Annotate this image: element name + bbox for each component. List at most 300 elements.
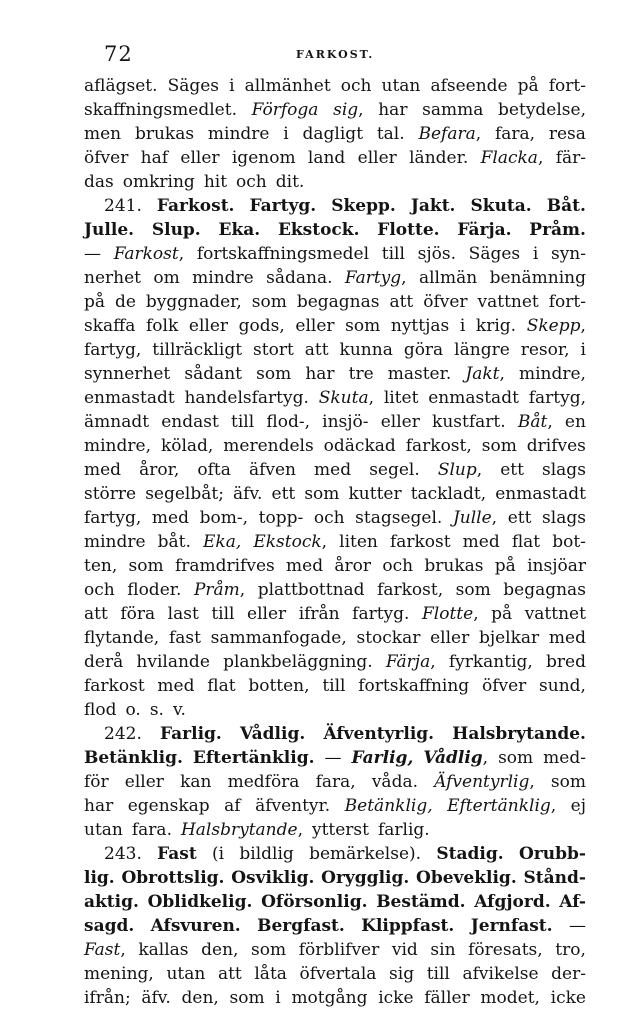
word: flod-,	[266, 412, 310, 432]
word: Farlig,	[351, 748, 414, 768]
word: segelbåt;	[145, 484, 224, 504]
word: den,	[181, 988, 219, 1008]
text-line	[84, 170, 586, 194]
word: Jakt.	[410, 196, 456, 216]
word: enmastadt	[495, 484, 586, 504]
word: Flacka,	[480, 148, 544, 168]
word: synnerhet	[84, 364, 171, 384]
word: syn-	[550, 244, 586, 264]
word: äfven	[248, 460, 296, 480]
word: med	[548, 628, 586, 648]
word: Jernfast.	[470, 916, 553, 936]
word: fartyg,	[84, 340, 142, 360]
word: litet	[383, 388, 419, 408]
word: merendels	[223, 436, 314, 456]
word: brukas	[134, 124, 195, 144]
word: icke	[550, 988, 586, 1008]
word: (i	[212, 844, 225, 864]
text-line	[84, 98, 586, 122]
word: till	[426, 964, 450, 984]
word: fort-	[548, 76, 586, 96]
word: fort-	[548, 292, 586, 312]
word: i	[459, 316, 466, 336]
word: Bergfast.	[257, 916, 345, 936]
word: ett	[271, 484, 296, 504]
word: större	[84, 484, 137, 504]
word: topp-	[258, 508, 304, 528]
word: utan	[166, 964, 206, 984]
word: fartyg,	[84, 508, 142, 528]
word: fara,	[315, 772, 356, 792]
word: igenom	[231, 148, 296, 168]
word: sund,	[539, 676, 586, 696]
word: tro,	[555, 940, 586, 960]
text-line	[84, 194, 586, 218]
word: ej	[570, 796, 586, 816]
word: med	[462, 532, 500, 552]
word: framdrifves	[174, 556, 275, 576]
word: i	[532, 244, 539, 264]
word: mindre,	[84, 436, 151, 456]
word: liten	[339, 532, 378, 552]
word: 242.	[104, 724, 142, 744]
page-header	[84, 42, 584, 66]
word: Flotte.	[377, 220, 440, 240]
word: samma	[422, 100, 484, 120]
word: Säges	[167, 76, 220, 96]
word: på	[491, 604, 513, 624]
text-line	[84, 122, 586, 146]
word: eller	[180, 148, 220, 168]
word: Befara,	[418, 124, 482, 144]
text-line	[84, 530, 586, 554]
word: bjelkar	[478, 628, 540, 648]
word: med	[314, 460, 352, 480]
word: och	[236, 172, 267, 192]
word: i	[283, 124, 289, 144]
word: Obeveklig.	[416, 868, 517, 888]
word: Halsbrytande.	[452, 724, 586, 744]
word: Eka.	[218, 220, 261, 240]
text-line	[84, 722, 586, 746]
word: Farkost.	[156, 196, 235, 216]
word: Säges	[468, 244, 521, 264]
word: bom-,	[199, 508, 248, 528]
word: äfventyr.	[255, 796, 331, 816]
word: land	[307, 148, 346, 168]
word: o.	[125, 700, 141, 720]
word: ofta	[197, 460, 231, 480]
word: som	[455, 580, 491, 600]
text-line	[84, 386, 586, 410]
word: Ekstock.	[277, 220, 360, 240]
word: begagnas	[296, 292, 380, 312]
word: som	[251, 292, 287, 312]
page-number: 72	[104, 42, 133, 66]
word: att	[84, 604, 108, 624]
word: byggnader,	[145, 292, 242, 312]
word: Fartyg.	[249, 196, 317, 216]
word: Julle,	[452, 508, 498, 528]
word: modet,	[480, 988, 540, 1008]
word: plankbeläggning.	[223, 652, 373, 672]
word: äfv.	[233, 484, 263, 504]
text-line	[84, 938, 586, 962]
word: fäller	[424, 988, 470, 1008]
word: Pråm,	[193, 580, 246, 600]
word: eller	[380, 412, 420, 432]
word: den,	[201, 940, 239, 960]
word: sin	[430, 940, 456, 960]
word: ämnadt	[84, 412, 150, 432]
word: floder.	[127, 580, 182, 600]
word: kutter	[348, 484, 402, 504]
word: farkost	[84, 676, 145, 696]
body-text	[84, 74, 586, 1010]
word: föra	[120, 604, 156, 624]
text-line	[84, 674, 586, 698]
word: med	[151, 508, 189, 528]
word: med-	[543, 748, 586, 768]
word: botten,	[248, 676, 310, 696]
word: sig,	[333, 100, 364, 120]
word: som	[550, 772, 586, 792]
word: ett	[507, 508, 532, 528]
word: hit	[203, 172, 228, 192]
word: utan	[84, 820, 123, 840]
word: Vådlig,	[423, 748, 489, 768]
word: flat	[511, 532, 541, 552]
word: eller	[357, 148, 397, 168]
word: nerhet	[84, 268, 141, 288]
word: last	[167, 604, 199, 624]
word: Klippfast.	[361, 916, 455, 936]
word: de	[114, 292, 136, 312]
word: Betänklig.	[84, 748, 183, 768]
word: som	[304, 484, 340, 504]
word: på	[517, 76, 539, 96]
word: omkring	[122, 172, 195, 192]
word: att	[217, 964, 242, 984]
word: afseende	[430, 76, 508, 96]
word: tal.	[376, 124, 405, 144]
text-line	[84, 866, 586, 890]
word: Bestämd.	[376, 892, 466, 912]
text-line	[84, 602, 586, 626]
word: äfv.	[141, 988, 171, 1008]
word: som	[345, 316, 381, 336]
word: eller	[124, 772, 164, 792]
word: Fartyg,	[344, 268, 407, 288]
word: betydelse,	[498, 100, 586, 120]
word: för	[84, 772, 109, 792]
word: bemärkelse).	[309, 844, 422, 864]
text-line	[84, 338, 586, 362]
word: farlig.	[377, 820, 430, 840]
word: kan	[180, 772, 212, 792]
text-line	[84, 890, 586, 914]
word: en	[564, 412, 586, 432]
word: öfver	[84, 148, 129, 168]
word: Vådlig.	[240, 724, 306, 744]
word: kunna	[339, 340, 393, 360]
word: Slup.	[151, 220, 201, 240]
word: till	[231, 412, 255, 432]
word: fartyg.	[352, 604, 410, 624]
text-line	[84, 290, 586, 314]
word: och	[313, 508, 345, 528]
word: farkost,	[405, 436, 472, 456]
word: till	[211, 604, 235, 624]
word: flytande,	[84, 628, 160, 648]
word: motgång	[291, 988, 368, 1008]
text-line	[84, 482, 586, 506]
word: och	[382, 556, 414, 576]
word: aktig.	[84, 892, 139, 912]
word: derå	[84, 652, 124, 672]
word: till	[322, 676, 346, 696]
word: men	[84, 124, 122, 144]
text-line	[84, 74, 586, 98]
word: slags	[542, 508, 586, 528]
word: Skuta.	[470, 196, 532, 216]
word: ytterst	[311, 820, 369, 840]
word: ifrån;	[84, 988, 131, 1008]
word: Fast,	[84, 940, 126, 960]
word: v.	[172, 700, 186, 720]
text-line	[84, 410, 586, 434]
text-line	[84, 266, 586, 290]
word: lig.	[84, 868, 115, 888]
text-line	[84, 746, 586, 770]
word: öfvertala	[299, 964, 377, 984]
word: tackladt,	[410, 484, 487, 504]
word: Orubb-	[518, 844, 586, 864]
text-line	[84, 842, 586, 866]
word: stockar	[356, 628, 421, 648]
text-line	[84, 578, 586, 602]
text-line	[84, 554, 586, 578]
word: öfver	[423, 292, 468, 312]
word: flod	[84, 700, 117, 720]
word: bildlig	[239, 844, 294, 864]
word: Farlig.	[160, 724, 222, 744]
word: som	[128, 556, 164, 576]
word: allmänhet	[244, 76, 331, 96]
word: eller	[247, 604, 287, 624]
word: vattnet	[524, 604, 586, 624]
word: eller	[430, 628, 470, 648]
word: mening,	[84, 964, 154, 984]
word: enmastadt	[84, 388, 175, 408]
word: har	[305, 364, 335, 384]
word: bot-	[552, 532, 586, 552]
word: egenskap	[127, 796, 210, 816]
word: brukas	[424, 556, 484, 576]
word: sammanfogade,	[210, 628, 347, 648]
text-line	[84, 146, 586, 170]
word: som	[256, 364, 292, 384]
word: sådana.	[266, 268, 333, 288]
word: das	[84, 172, 114, 192]
word: —	[84, 244, 101, 264]
word: hvilande	[136, 652, 210, 672]
word: på	[494, 556, 516, 576]
text-line	[84, 434, 586, 458]
word: som	[251, 940, 287, 960]
word: afvikelse	[462, 964, 539, 984]
word: stagsegel.	[355, 508, 443, 528]
word: göra	[403, 340, 444, 360]
word: medföra	[227, 772, 300, 792]
text-line	[84, 218, 586, 242]
word: vid	[391, 940, 418, 960]
word: i	[229, 76, 235, 96]
text-line	[84, 242, 586, 266]
word: fara.	[131, 820, 172, 840]
word: Förfoga	[251, 100, 319, 120]
word: dit.	[275, 172, 305, 192]
word: handelsfartyg.	[184, 388, 309, 408]
word: länder.	[409, 148, 469, 168]
word: öfver	[481, 676, 527, 696]
word: Slup,	[437, 460, 483, 480]
word: Farkost,	[113, 244, 185, 264]
word: Eftertänklig.	[192, 748, 315, 768]
word: ett	[500, 460, 524, 480]
word: sådant	[184, 364, 243, 384]
word: våda.	[371, 772, 418, 792]
word: Afsvuren.	[150, 916, 241, 936]
word: skaffningsmedlet.	[84, 100, 237, 120]
word: tre	[348, 364, 374, 384]
word: Oförsonlig.	[261, 892, 368, 912]
word: Flotte,	[421, 604, 479, 624]
word: slags	[542, 460, 586, 480]
word: har	[84, 796, 114, 816]
word: Äfventyrlig.	[323, 724, 435, 744]
word: af	[224, 796, 241, 816]
word: mindre	[192, 268, 254, 288]
word: och	[340, 76, 372, 96]
word: allmän	[418, 268, 478, 288]
text-line	[84, 962, 586, 986]
word: Orygglig.	[321, 868, 410, 888]
word: mindre	[84, 532, 146, 552]
word: fyrkantig,	[448, 652, 533, 672]
word: Eftertänklig,	[447, 796, 557, 816]
word: med	[286, 556, 324, 576]
word: —	[568, 916, 586, 936]
word: längre	[454, 340, 510, 360]
word: fär-	[555, 148, 586, 168]
word: i	[580, 340, 586, 360]
word: benämning	[489, 268, 586, 288]
word: fara,	[494, 124, 536, 144]
word: Jakt,	[465, 364, 505, 384]
word: Färja,	[385, 652, 436, 672]
word: aflägset.	[84, 76, 158, 96]
text-line	[84, 314, 586, 338]
text-line	[84, 794, 586, 818]
word: Osviklig.	[231, 868, 315, 888]
word: master.	[387, 364, 452, 384]
word: insjöar	[527, 556, 586, 576]
word: Afgjord.	[474, 892, 551, 912]
word: odäckad	[323, 436, 396, 456]
word: enmastadt	[428, 388, 519, 408]
text-line	[84, 362, 586, 386]
word: har	[378, 100, 408, 120]
word: segel.	[369, 460, 420, 480]
word: —	[324, 748, 342, 768]
word: farkost	[389, 532, 451, 552]
text-line	[84, 770, 586, 794]
word: sig	[389, 964, 415, 984]
word: låta	[254, 964, 287, 984]
word: utan	[381, 76, 421, 96]
word: Båt.	[546, 196, 586, 216]
word: med	[84, 460, 122, 480]
word: kustfart.	[432, 412, 506, 432]
word: ten,	[84, 556, 118, 576]
text-line	[84, 914, 586, 938]
word: krig.	[475, 316, 517, 336]
word: haf	[140, 148, 169, 168]
word: kölad,	[160, 436, 214, 456]
word: resor,	[520, 340, 570, 360]
word: Färja.	[457, 220, 512, 240]
word: 241.	[104, 196, 142, 216]
word: förblifver	[298, 940, 380, 960]
word: vattnet	[477, 292, 539, 312]
word: Skepp,	[526, 316, 586, 336]
word: Julle.	[84, 220, 135, 240]
word: stort	[253, 340, 294, 360]
word: 243.	[104, 844, 142, 864]
word: kallas	[138, 940, 189, 960]
word: Skuta,	[318, 388, 374, 408]
word: föresats,	[468, 940, 543, 960]
word: sjös.	[417, 244, 456, 264]
word: insjö-	[322, 412, 369, 432]
word: Oblidkelig.	[147, 892, 253, 912]
word: Stadig.	[436, 844, 504, 864]
word: s.	[149, 700, 164, 720]
word: Af-	[559, 892, 586, 912]
word: bred	[546, 652, 586, 672]
word: drifves	[526, 436, 586, 456]
word: mindre	[207, 124, 270, 144]
word: som	[498, 748, 534, 768]
word: flat	[207, 676, 236, 696]
word: som	[229, 988, 265, 1008]
word: som	[481, 436, 517, 456]
word: icke	[378, 988, 414, 1008]
word: eller	[188, 316, 229, 336]
word: ifrån	[298, 604, 340, 624]
word: endast	[161, 412, 219, 432]
word: Betänklig,	[344, 796, 433, 816]
word: fortskaffningsmedel	[196, 244, 370, 264]
text-line	[84, 698, 586, 722]
word: båt.	[157, 532, 191, 552]
word: åror	[334, 556, 372, 576]
word: begagnas	[503, 580, 586, 600]
word: Eka,	[203, 532, 242, 552]
word: Obrottslig.	[121, 868, 225, 888]
word: mindre,	[518, 364, 586, 384]
